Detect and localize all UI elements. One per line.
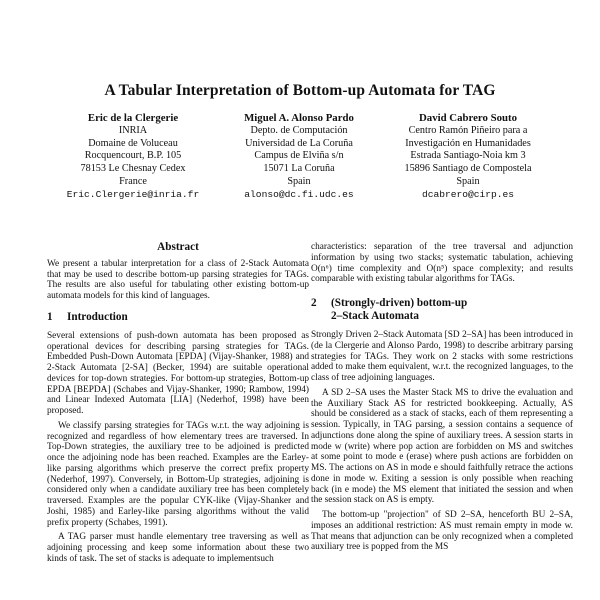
author-affiliation-line: Domaine de Voluceau bbox=[88, 137, 178, 149]
author-affiliation-line: Centro Ramón Piñeiro para a bbox=[408, 124, 528, 136]
section-title-continued: 2–Stack Automata bbox=[331, 310, 419, 322]
author-name: Miguel A. Alonso Pardo bbox=[244, 112, 354, 124]
author-name: Eric de la Clergerie bbox=[87, 112, 179, 124]
author-block-1 bbox=[48, 112, 218, 202]
author-block-3 bbox=[378, 112, 558, 202]
author-affiliation-line: Investigación en Humanidades bbox=[405, 137, 531, 149]
section-title: Introduction bbox=[67, 310, 128, 323]
paragraph: A SD 2–SA uses the Master Stack MS to drive the evaluation and the Auxiliary Stack AS for restricted bookkeeping. Actually, AS should be considered as a stack of stacks, each of them representing a session. Typically, in TAG parsing, a session contains a sequence of adjunctions done along the spine of auxiliary trees. A session starts in mode w (write) where pop action are forbidden on MS and switches at some point to mode e (erase) where push actions are forbidden on MS. The actions on AS in mode e should faithfully retrace the actions done in mode w. Exiting a session is only possible when reaching back (in e mode) the MS element that initiated the session and when the session stack on AS is empty. bbox=[311, 387, 573, 506]
author-affiliation-line: Estrada Santiago-Noia km 3 bbox=[410, 150, 526, 162]
paragraph: The bottom-up "projection" of SD 2–SA, henceforth BU 2–SA, imposes an additional restriction: AS must remain empty in mode w. That means that adjunction can be only recognized when a completed auxiliary tree is popped from the MS bbox=[311, 510, 573, 553]
author-affiliation-line: INRIA bbox=[118, 124, 148, 136]
left-column bbox=[47, 242, 309, 565]
author-email: alonso@dc.fi.udc.es bbox=[244, 188, 354, 200]
abstract-text: We present a tabular interpretation for a class of 2-Stack Automata that may be used to describe bottom-up parsing strategies for TAGs. The results are also useful for tabulating other existing bottom-up automata models for this kind of languages. bbox=[47, 258, 309, 301]
author-affiliation-line: France bbox=[119, 175, 147, 187]
paragraph: Strongly Driven 2–Stack Automata [SD 2–SA] has been introduced in (de la Clergerie and Alonso Pardo, 1998) to describe arbitrary parsing strategies for TAGs. They work on 2 stacks with some restrictions added to make them equivalent, w.r.t. the recognized languages, to the class of tree adjoining languages. bbox=[311, 330, 573, 383]
author-affiliation-line: 15071 La Coruña bbox=[263, 163, 335, 175]
author-affiliation-line: 78153 Le Chesnay Cedex bbox=[80, 163, 186, 175]
author-affiliation-line: Spain bbox=[287, 175, 311, 187]
section-number: 2 bbox=[311, 297, 317, 309]
author-affiliation-line: Spain bbox=[456, 175, 480, 187]
right-column bbox=[311, 242, 573, 553]
author-name: David Cabrero Souto bbox=[419, 112, 517, 124]
author-block-2 bbox=[214, 112, 384, 202]
author-affiliation-line: Depto. de Computación bbox=[250, 124, 348, 136]
paragraph: A TAG parser must handle elementary tree traversing as well as adjoining processing and keep some information about these two kinds of task. The set of stacks is adequate to implementsuch bbox=[47, 532, 309, 564]
section-1-heading bbox=[47, 311, 309, 324]
author-email: dcabrero@cirp.es bbox=[421, 188, 515, 200]
paper-title: A Tabular Interpretation of Bottom-up Automata for TAG bbox=[104, 82, 496, 99]
paragraph: Several extensions of push-down automata has been proposed as operational devices for describing parsing strategies for TAGs. Embedded Push-Down Automata [EPDA] (Vijay-Shanker, 1988) and 2-Stack Automata [2-SA] (Becker, 1994) are suitable operational devices for top-down strategies. For bottom-up strategies, Bottom-up EPDA [BEPDA] (Schabes and Vijay-Shanker, 1990; Rambow, 1994) and Linear Indexed Automata [LIA] (Nederhof, 1998) have been proposed. bbox=[47, 330, 309, 416]
author-affiliation-line: Universidad de La Coruña bbox=[245, 137, 353, 149]
author-email: Eric.Clergerie@inria.fr bbox=[66, 188, 200, 200]
section-number: 1 bbox=[47, 310, 53, 323]
abstract-heading: Abstract bbox=[157, 241, 199, 253]
paragraph: We classify parsing strategies for TAGs w.r.t. the way adjoining is recognized and regardless of how elementary trees are traversed. In Top-Down strategies, the auxiliary tree to be adjoined is predicted once the adjoining node has been reached. Examples are the Earley-like parsing algorithms which preserve the correct prefix property (Nederhof, 1997). Conversely, in Bottom-Up strategies, adjoining is considered only when a candidate auxiliary tree has been completely traversed. Examples are the popular CYK-like (Vijay-Shanker and Joshi, 1985) and Earley-like parsing algorithms without the valid prefix property (Schabes, 1991). bbox=[47, 420, 309, 528]
author-affiliation-line: 15896 Santiago de Compostela bbox=[404, 163, 532, 175]
section-2-heading bbox=[311, 297, 573, 323]
author-affiliation-line: Campus de Elviña s/n bbox=[254, 150, 344, 162]
author-affiliation-line: Rocquencourt, B.P. 105 bbox=[84, 150, 182, 162]
section-title: (Strongly-driven) bottom-up bbox=[331, 297, 468, 309]
paragraph: characteristics: separation of the tree traversal and adjunction information by using two stacks; systematic tabulation, achieving O(n⁶) time complexity and O(n⁵) space complexity; and results comparable with existing tabular algorithms for TAGs. bbox=[311, 242, 573, 285]
